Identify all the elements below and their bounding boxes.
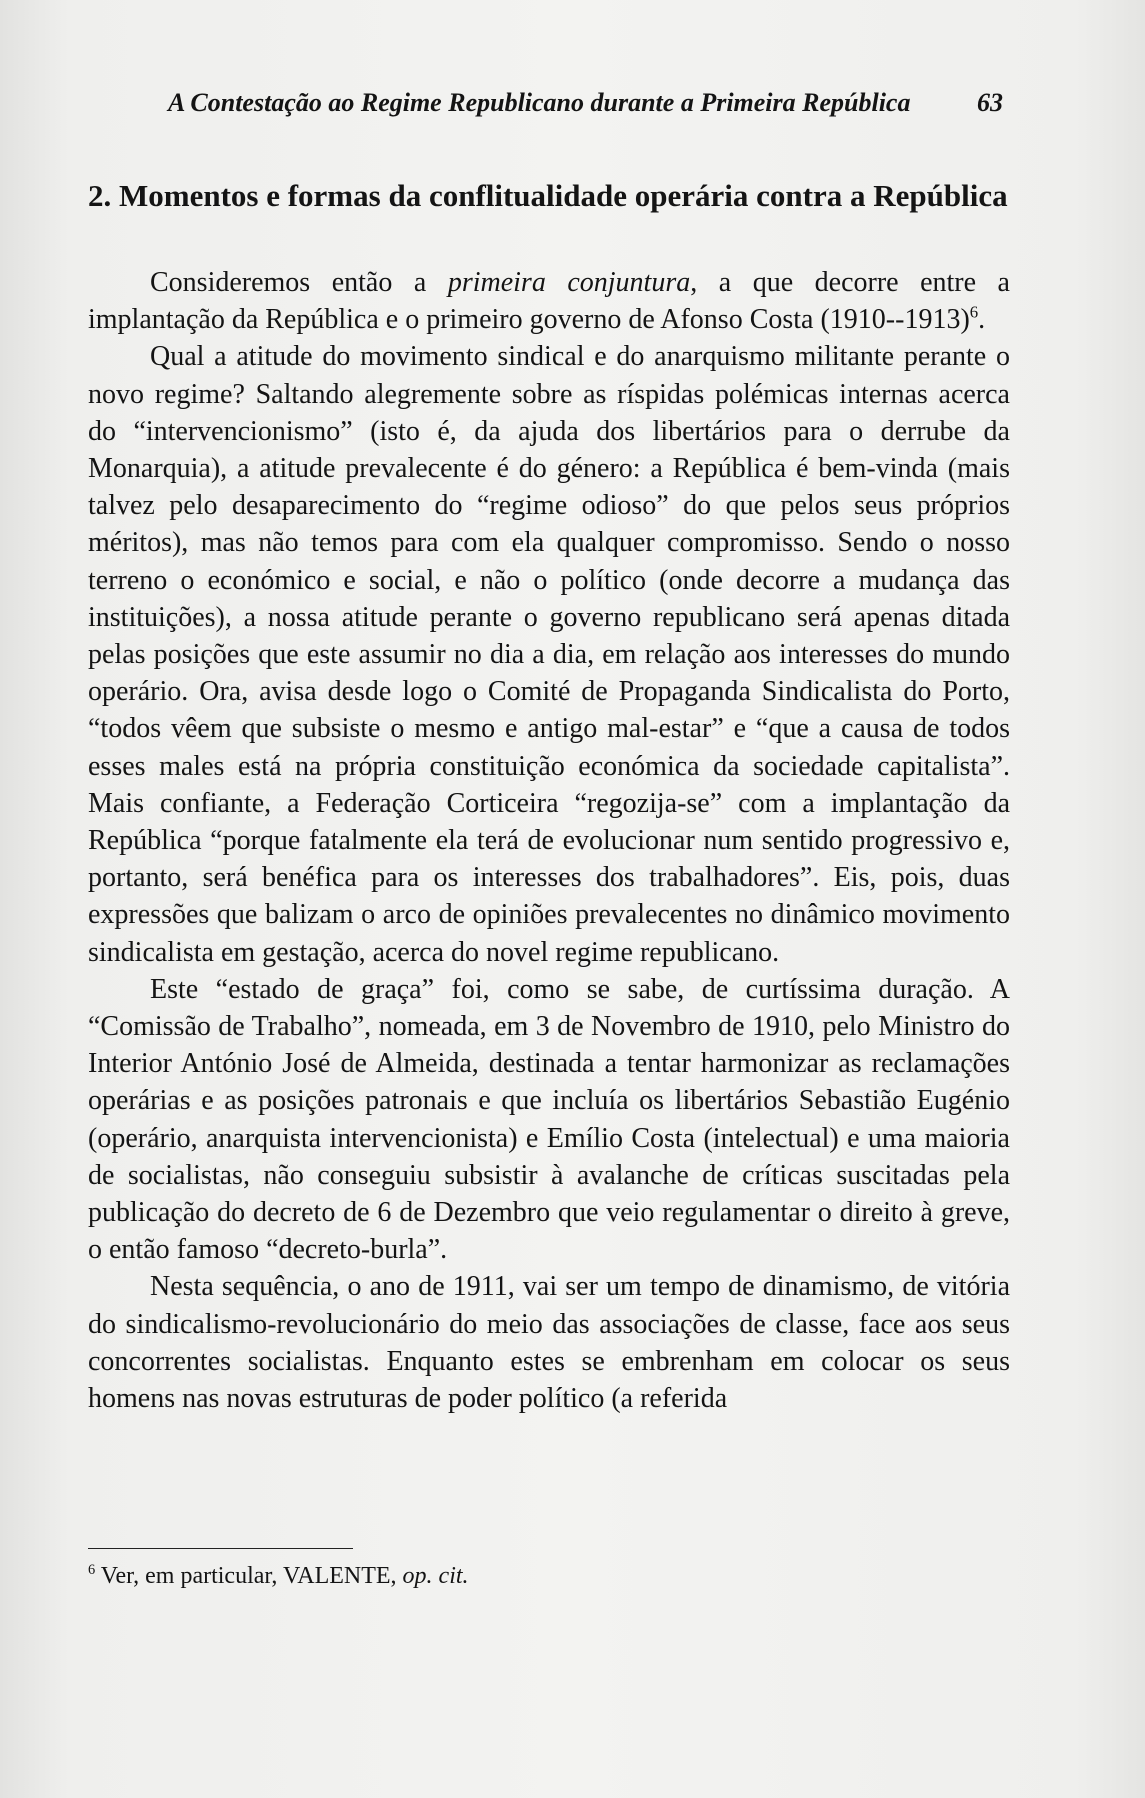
body-text [88, 264, 1010, 1417]
paragraph-4: Nesta sequência, o ano de 1911, vai ser um tempo de dinamismo, de vitória do sindicalismo-revolucionário do meio das associações de classe, face aos seus concorrentes socialistas. Enquanto estes se embrenham em colocar os seus homens nas novas estruturas de poder político (a referida [88, 1271, 1010, 1415]
running-head [88, 88, 1003, 118]
footnote-emphasis: op. cit. [402, 1563, 469, 1589]
running-title: A Contestação ao Regime Republicano durante a Primeira República [168, 88, 911, 117]
footnote-divider [88, 1548, 353, 1549]
footnote-text: Ver, em particular, VALENTE, [95, 1563, 403, 1589]
section-title: 2. Momentos e formas da conflitualidade operária contra a República [88, 178, 1008, 213]
paragraph-1-text-c: . [978, 304, 986, 336]
paragraph-1 [88, 264, 1010, 338]
paragraph-1-emphasis: primeira conjuntura [447, 267, 691, 298]
paragraph-3: Este “estado de graça” foi, como se sabe, de curtíssima duração. A “Comissão de Trabalho”, nomeada, em 3 de Novembro de 1910, pelo Ministro do Interior António José de Almeida, destinada a tentar harmonizar as reclamações operárias e as posições patronais e que incluía os libertários Sebastião Eugénio (operário, anarquista intervencionista) e Emílio Costa (intelectual) e uma maioria de socialistas, não conseguiu subsistir à avalanche de críticas suscitadas pela publicação do decreto de 6 de Dezembro que veio regulamentar o direito à greve, o então famoso “decreto-burla”. [88, 973, 1010, 1266]
footnote-reference[interactable]: 6 [969, 302, 979, 322]
paragraph-1-text-a: Consideremos então a [150, 267, 448, 298]
paragraph-2: Qual a atitude do movimento sindical e do anarquismo militante perante o novo regime? Saltando alegremente sobre as ríspidas polémicas internas acerca do “intervencionismo” (isto é, da ajuda dos libertários para o derrube da Monarquia), a atitude prevalecente é do género: a República é bem-vinda (mais talvez pelo desaparecimento do “regime odioso” do que pelos seus próprios méritos), mas não temos para com ela qualquer compromisso. Sendo o nosso terreno o económico e social, e não o político (onde decorre a mudança das instituições), a nossa atitude perante o governo republicano será apenas ditada pelas posições que este assumir no dia a dia, em relação aos interesses do mundo operário. Ora, avisa desde logo o Comité de Propaganda Sindicalista do Porto, “todos vêem que subsiste o mesmo e antigo mal-estar” e “que a causa de todos esses males está na própria constituição económica da sociedade capitalista”. Mais confiante, a Federação Corticeira “regozija-se” com a implantação da República “porque fatalmente ela terá de evolucionar num sentido progressivo e, portanto, será benéfica para os interesses dos trabalhadores”. Eis, pois, duas expressões que balizam o arco de opiniões prevalecentes no dinâmico movimento sindicalista em gestação, acerca do novel regime republicano. [88, 341, 1010, 968]
page-number: 63 [977, 88, 1003, 117]
footnote-number: 6 [88, 1562, 96, 1578]
footnote [88, 1563, 469, 1590]
paragraph-1-text-b: , a que decorre entre a implantação da República e o primeiro governo de Afonso Costa (1910--1913) [88, 267, 1010, 336]
